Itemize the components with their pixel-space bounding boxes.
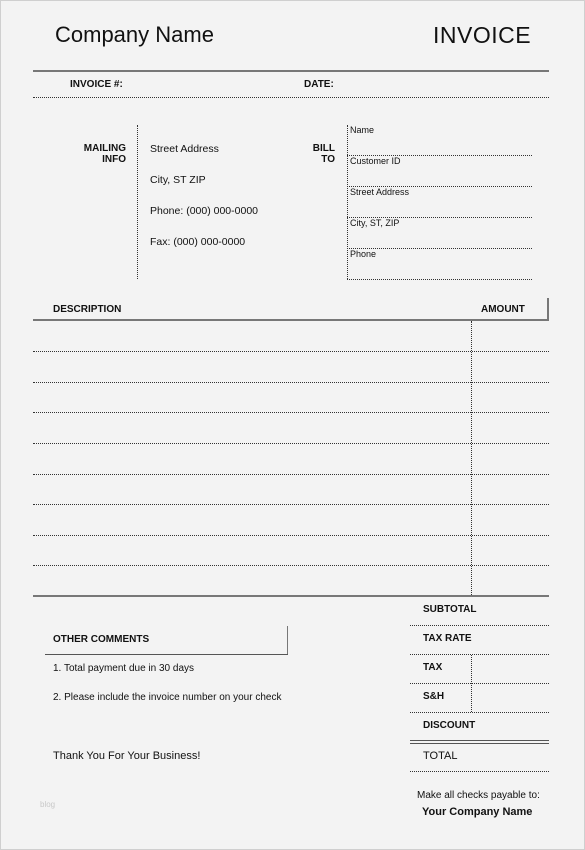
total-double-rule-bottom <box>410 743 549 744</box>
bill-to-street-field[interactable]: Street Address <box>350 187 410 197</box>
amount-header: AMOUNT <box>481 304 525 315</box>
mailing-fax: Fax: (000) 000-0000 <box>150 236 246 248</box>
totals-value-divider <box>471 655 472 712</box>
mailing-street: Street Address <box>150 143 219 155</box>
invoice-number-label: INVOICE #: <box>70 79 123 90</box>
watermark-text: blog <box>40 800 56 809</box>
bill-to-divider <box>347 125 348 279</box>
comment-line: 1. Total payment due in 30 days <box>53 663 195 674</box>
description-header: DESCRIPTION <box>53 304 122 315</box>
item-row-rule <box>33 504 549 505</box>
total-label: TOTAL <box>423 750 458 762</box>
totals-rule <box>410 771 549 772</box>
bill-to-customer-id-field[interactable]: Customer ID <box>350 156 401 166</box>
bill-to-label <box>290 143 335 165</box>
bill-to-name-field[interactable]: Name <box>350 125 375 135</box>
mailing-city: City, ST ZIP <box>150 174 206 186</box>
other-comments-header: OTHER COMMENTS <box>53 634 150 645</box>
total-double-rule-top <box>410 740 549 741</box>
table-bottom-rule <box>33 595 549 597</box>
mailing-label-line1: MAILING <box>83 143 126 154</box>
discount-label: DISCOUNT <box>423 720 476 731</box>
item-row-rule <box>33 382 549 383</box>
item-row-rule <box>33 535 549 536</box>
mailing-info-label <box>60 143 126 165</box>
mailing-divider <box>137 125 138 279</box>
payable-company-name: Your Company Name <box>422 806 533 818</box>
bill-to-city-field[interactable]: City, ST, ZIP <box>350 218 400 228</box>
header-rule <box>33 70 549 72</box>
tax-rate-label: TAX RATE <box>423 633 472 644</box>
mailing-label-line2: INFO <box>102 154 126 165</box>
item-row-rule <box>33 565 549 566</box>
totals-rule <box>410 683 549 684</box>
totals-rule <box>410 654 549 655</box>
mailing-phone: Phone: (000) 000-0000 <box>150 205 258 217</box>
date-label: DATE: <box>304 79 334 90</box>
item-row-rule <box>33 443 549 444</box>
invoice-title: INVOICE <box>433 22 532 48</box>
item-row-rule <box>33 474 549 475</box>
comments-header-edge <box>287 626 288 654</box>
subtotal-label: SUBTOTAL <box>423 604 477 615</box>
bill-to-phone-field[interactable]: Phone <box>350 249 377 259</box>
item-row-rule <box>33 412 549 413</box>
totals-rule <box>410 712 549 713</box>
amount-column-divider <box>471 321 472 595</box>
bill-label-line1: BILL <box>312 143 335 154</box>
amount-header-edge <box>547 298 549 319</box>
comments-header-rule <box>45 654 288 655</box>
bill-to-rule <box>347 279 532 280</box>
shipping-handling-label: S&H <box>423 691 445 702</box>
bill-label-line2: TO <box>321 154 335 165</box>
totals-rule <box>410 625 549 626</box>
comment-line: 2. Please include the invoice number on your check <box>53 692 282 703</box>
tax-label: TAX <box>423 662 443 673</box>
company-name: Company Name <box>55 22 214 47</box>
item-row-rule <box>33 351 549 352</box>
invoice-info-rule <box>33 97 549 98</box>
thank-you-message: Thank You For Your Business! <box>53 750 201 762</box>
payable-to-label: Make all checks payable to: <box>417 790 540 801</box>
